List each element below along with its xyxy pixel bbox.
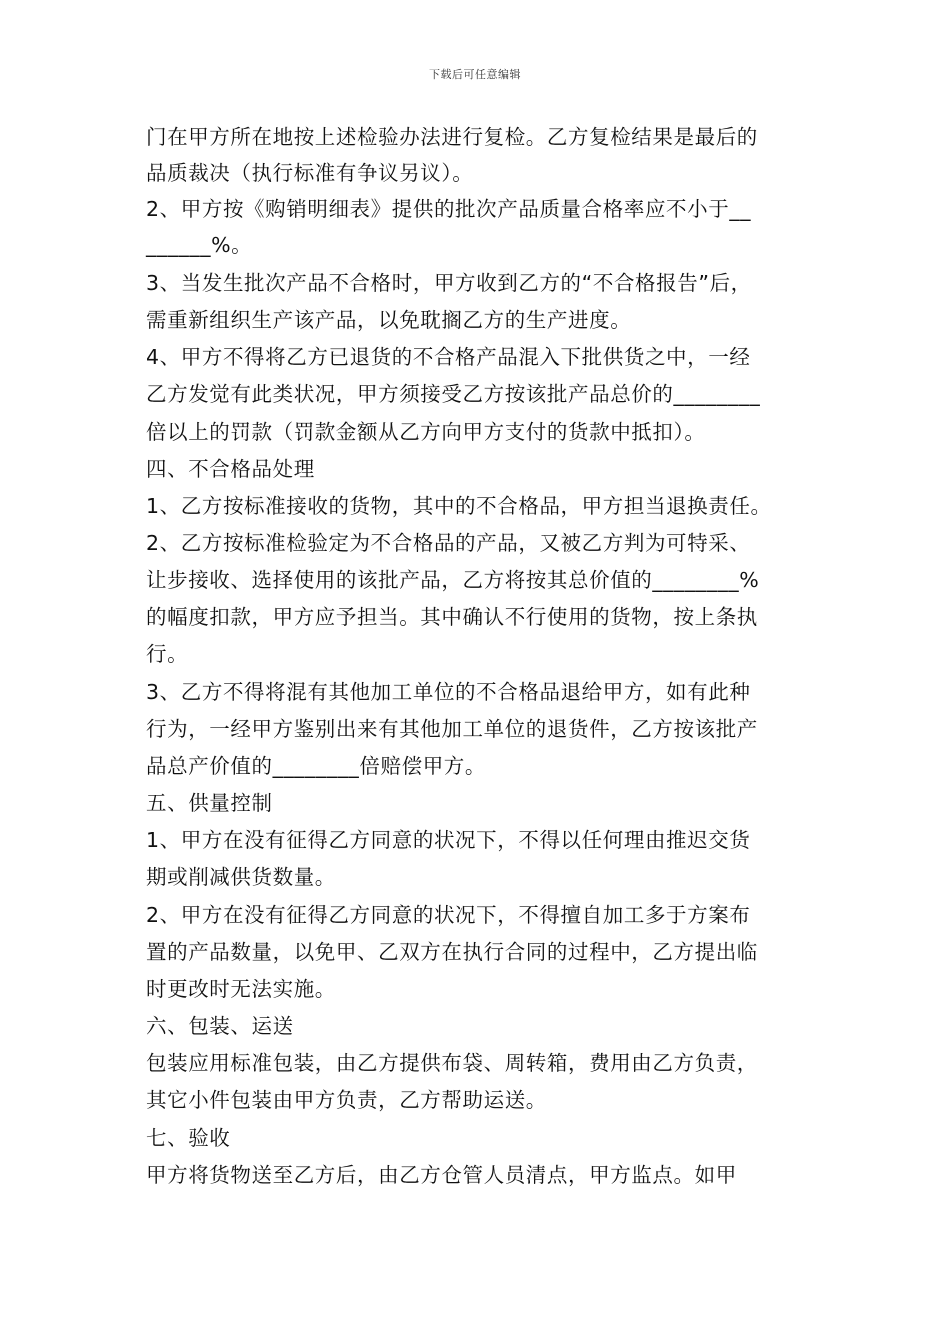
text-line: 乙方发觉有此类状况，甲方须接受乙方按该批产品总价的________	[146, 382, 761, 406]
text-line: 倍以上的罚款（罚款金额从乙方向甲方支付的货款中抵扣）。	[146, 420, 706, 444]
text-line: 行为，一经甲方鉴别出来有其他加工单位的退货件，乙方按该批产	[146, 717, 758, 741]
section-heading: 七、验收	[146, 1126, 231, 1150]
text-line: 置的产品数量，以免甲、乙双方在执行合同的过程中，乙方提出临	[146, 940, 758, 964]
text-line: 品总产价值的________倍赔偿甲方。	[146, 754, 486, 778]
text-line: 让步接收、选择使用的该批产品，乙方将按其总价值的________%	[146, 568, 760, 592]
text-line: 1、甲方在没有征得乙方同意的状况下，不得以任何理由推迟交货	[146, 828, 751, 852]
page-header: 下载后可任意编辑	[429, 68, 521, 81]
text-line: 时更改时无法实施。	[146, 977, 336, 1001]
text-line: 的幅度扣款，甲方应予担当。其中确认不行使用的货物，按上条执	[146, 605, 758, 629]
text-line: 门在甲方所在地按上述检验办法进行复检。乙方复检结果是最后的	[146, 125, 758, 149]
section-heading: 五、供量控制	[146, 791, 273, 815]
text-line: 2、甲方在没有征得乙方同意的状况下，不得擅自加工多于方案布	[146, 903, 751, 927]
text-line: 包装应用标准包装，由乙方提供布袋、周转箱，费用由乙方负责，	[146, 1051, 758, 1075]
text-line: 4、甲方不得将乙方已退货的不合格产品混入下批供货之中，一经	[146, 345, 751, 369]
text-line: 行。	[146, 642, 189, 666]
text-line: 3、乙方不得将混有其他加工单位的不合格品退给甲方，如有此种	[146, 680, 751, 704]
text-line: 甲方将货物送至乙方后，由乙方仓管人员清点，甲方监点。如甲	[146, 1163, 737, 1187]
text-line: 需重新组织生产该产品，以免耽搁乙方的生产进度。	[146, 308, 632, 332]
text-line: 1、乙方按标准接收的货物，其中的不合格品，甲方担当退换责任。	[146, 494, 772, 518]
text-line: 品质裁决（执行标准有争议另议）。	[146, 161, 474, 185]
text-line: 其它小件包装由甲方负责，乙方帮助运送。	[146, 1088, 547, 1112]
text-line: 2、乙方按标准检验定为不合格品的产品，又被乙方判为可特采、	[146, 531, 751, 555]
text-line: 期或削减供货数量。	[146, 865, 336, 889]
text-line: ______%。	[146, 233, 253, 257]
text-line: 2、甲方按《购销明细表》提供的批次产品质量合格率应不小于__	[146, 197, 752, 221]
text-line: 3、当发生批次产品不合格时，甲方收到乙方的“不合格报告”后，	[146, 271, 752, 295]
section-heading: 六、包装、运送	[146, 1014, 294, 1038]
section-heading: 四、不合格品处理	[146, 457, 315, 481]
